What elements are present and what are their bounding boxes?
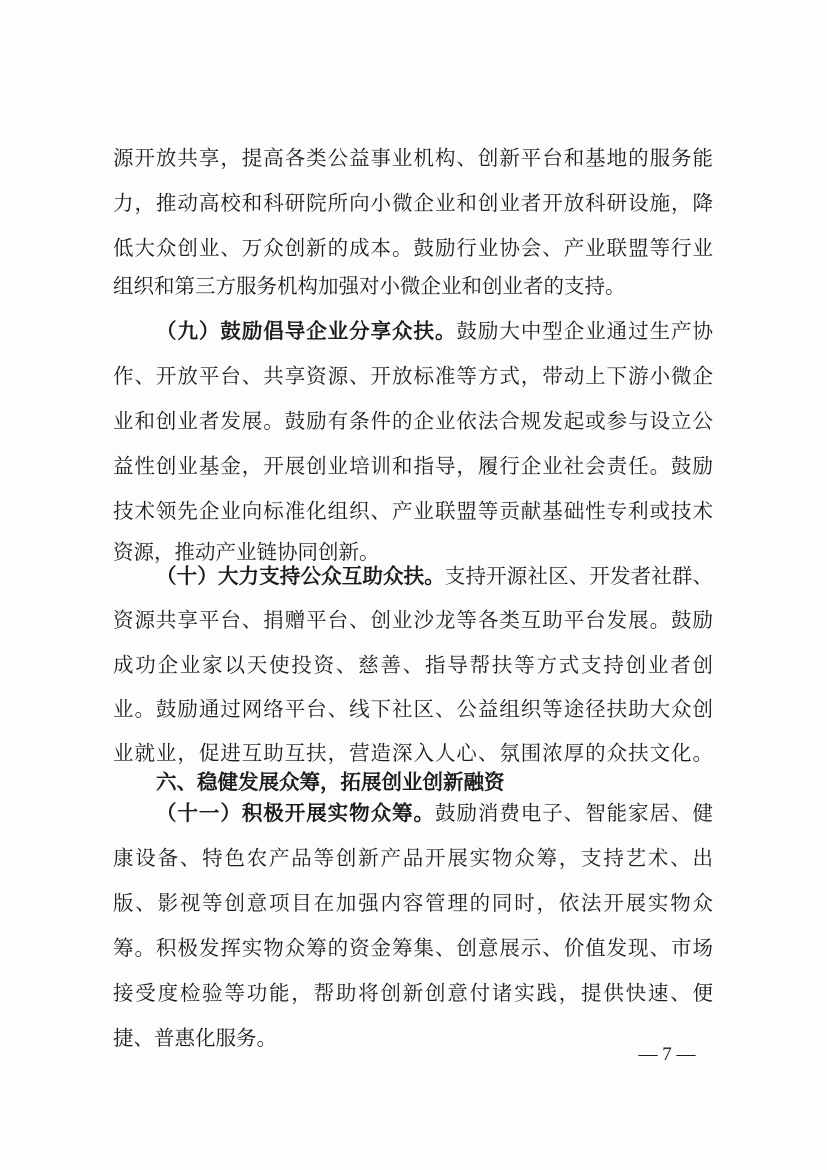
section-9-first-line — [156, 309, 713, 353]
text-line: 益性创业基金，开展创业培训和指导，履行企业社会责任。鼓励 — [113, 454, 713, 478]
section-9-title: （九）鼓励倡导企业分享众扶。 — [156, 319, 457, 343]
section-10-title: （十）大力支持公众互助众扶。 — [156, 564, 445, 588]
text-line: 筹。积极发挥实物众筹的资金筹集、创意展示、价值发现、市场 — [113, 936, 713, 960]
text-line: 组织和第三方服务机构加强对小微企业和创业者的支持。 — [113, 274, 626, 298]
section-10-first-line-text: 支持开源社区、开发者社群、 — [444, 564, 714, 588]
text-line: 业就业，促进互助互扶，营造深入人心、氛围浓厚的众扶文化。 — [113, 741, 713, 765]
section-heading-6: 六、稳健发展众筹，拓展创业创新融资 — [156, 770, 505, 794]
text-line: 资源共享平台、捐赠平台、创业沙龙等各类互助平台发展。鼓励 — [113, 608, 713, 632]
text-line: 资源，推动产业链协同创新。 — [113, 540, 380, 564]
section-11-first-line-text: 鼓励消费电子、智能家居、健 — [434, 801, 714, 825]
text-line: 低大众创业、万众创新的成本。鼓励行业协会、产业联盟等行业 — [113, 236, 713, 260]
section-9-first-line-text: 鼓励大中型企业通过生产协 — [456, 319, 714, 343]
text-line: 版、影视等创意项目在加强内容管理的同时，依法开展实物众 — [113, 891, 713, 915]
text-line: 技术领先企业向标准化组织、产业联盟等贡献基础性专利或技术 — [113, 499, 713, 523]
text-line: 康设备、特色农产品等创新产品开展实物众筹，支持艺术、出 — [113, 846, 713, 870]
text-line: 接受度检验等功能，帮助将创新创意付诸实践，提供快速、便 — [113, 981, 713, 1005]
text-line: 作、开放平台、共享资源、开放标准等方式，带动上下游小微企 — [113, 364, 713, 388]
text-line: 捷、普惠化服务。 — [113, 1026, 277, 1050]
text-line: 业。鼓励通过网络平台、线下社区、公益组织等途径扶助大众创 — [113, 697, 713, 721]
text-line: 力，推动高校和科研院所向小微企业和创业者开放科研设施，降 — [113, 191, 713, 215]
section-11-title: （十一）积极开展实物众筹。 — [156, 801, 435, 825]
text-line: 源开放共享，提高各类公益事业机构、创新平台和基地的服务能 — [113, 146, 713, 170]
section-10-first-line — [156, 554, 713, 598]
section-11-first-line — [156, 791, 713, 835]
text-line: 业和创业者发展。鼓励有条件的企业依法合规发起或参与设立公 — [113, 409, 713, 433]
text-line: 成功企业家以天使投资、慈善、指导帮扶等方式支持创业者创 — [113, 653, 713, 677]
page-number: — 7 — — [638, 1044, 696, 1065]
